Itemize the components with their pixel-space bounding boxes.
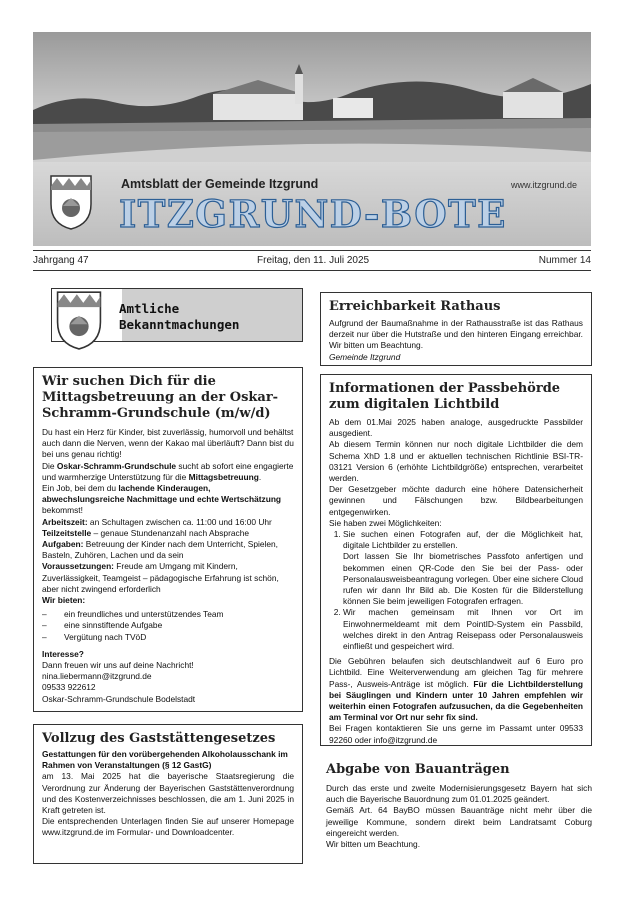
job-para3: Ein Job, bei dem du lachende Kinderaugen, abwechslungsreiche Nachmittage und echte Wertschätzung bekommst! [42, 483, 282, 516]
rathaus-title: Erreichbarkeit Rathaus [329, 299, 501, 314]
pass-para5: Die Gebühren belaufen sich deutschlandweit auf 6 Euro pro Lichtbild. Eine Weiterverwendung am gleichen Tag für mehrere Pass-, Ausweis-Anträge ist möglich. Für die Lichtbilderstellung bei Säuglingen und Kindern unter 10 Jahren empfehlen wir weiterhin einen Fotografen aufzusuchen, da die Gegebenheiten am Terminal vor Ort nur sehr fix sind. [329, 656, 583, 723]
job-phone: 09533 922612 [42, 682, 96, 693]
job-school: Oskar-Schramm-Grundschule Bodelstadt [42, 693, 196, 704]
pass-options [329, 529, 583, 652]
list-item: 1. Sie suchen einen Fotografen auf, der die Möglichkeit hat, digitale Lichtbilder zu erstellen. Dort lassen Sie Ihr biometrisches Passfoto anfertigen und bekommen einen QR-Code den Sie bei der Pass- oder Personalausweisbeantragung vorlegen. Über eine sichere Cloud rufen wir dann Ihr Bild ab. Die Kosten für die Bilderstellung können Sie beim jeweiligen Fotografen erfragen. [343, 529, 583, 607]
job-title: Wir suchen Dich für die Mittagsbetreuung an der Oskar-Schramm-Grundschule (m/w/d) [42, 374, 279, 421]
job-teilzeit: Teilzeitstelle – genaue Stundenanzahl nach Absprache [42, 527, 250, 538]
passbehoerde-box [320, 374, 592, 746]
job-email[interactable]: nina.liebermann@itzgrund.de [42, 671, 152, 682]
vollzug-subtitle: Gestattungen für den vorübergehenden Alkoholausschank im Rahmen von Veranstaltungen (§ 12 GastG) [42, 749, 288, 771]
masthead [33, 32, 591, 246]
rathaus-box [320, 292, 592, 366]
list-item: 2. Wir machen gemeinsam mit Ihnen vor Ort im Einwohnermeldeamt mit dem PointID-System ein Passbild, welches direkt in den Antrag Reisepass oder Personalausweis einfließt und gespeichert wird. [343, 607, 583, 652]
bau-para1: Durch das erste und zweite Modernisierungsgesetz Bayern hat sich auch die Bayerische Bauordnung zum 01.01.2025 geändert. [326, 783, 592, 805]
job-contact-line: Dann freuen wir uns auf deine Nachricht! [42, 660, 194, 671]
job-voraussetzungen: Voraussetzungen: Freude am Umgang mit Kindern, Zuverlässigkeit, Teamgeist – pädagogische Erfahrung ist schön, aber nicht zwingend erforderlich [42, 561, 279, 594]
amtliche-line2: Bekanntmachungen [119, 317, 240, 332]
job-arbeitszeit: Arbeitszeit: an Schultagen zwischen ca. 11:00 und 16:00 Uhr [42, 516, 272, 527]
bau-para2: Gemäß Art. 64 BayBO müssen Bauanträge nicht mehr über die jeweilige Kommune, sondern direkt beim Landratsamt Coburg eingereicht werden. [326, 805, 592, 838]
village-photo [33, 32, 591, 167]
pass-title: Informationen der Passbehörde zum digitalen Lichtbild [329, 381, 561, 412]
bau-section [326, 762, 592, 850]
job-interesse-label: Interesse? [42, 648, 84, 659]
list-item: – Vergütung nach TVöD [42, 632, 294, 643]
vollzug-text [42, 749, 294, 839]
pass-text [329, 417, 583, 746]
coat-of-arms-icon [49, 174, 93, 230]
job-intro: Du hast ein Herz für Kinder, bist zuverlässig, humorvoll und behältst auch dann die Nerven, wenn der Kakao mal überläuft? Dann bist du bei uns genau richtig! [42, 427, 294, 460]
job-aufgaben: Aufgaben: Betreuung der Kinder nach dem Unterricht, Spielen, Basteln, Zuhören, Lachen und da sein [42, 539, 279, 561]
rathaus-sign: Gemeinde Itzgrund [329, 351, 401, 362]
list-item: – ein freundliches und unterstützendes Team [42, 609, 294, 620]
vollzug-title: Vollzug des Gaststättengesetzes [42, 731, 276, 746]
job-para2: Die Oskar-Schramm-Grundschule sucht ab sofort eine engagierte und warmherzige Unterstützung für die Mittagsbetreuung. [42, 460, 294, 482]
issue-number: Nummer 14 [538, 255, 591, 266]
pass-para4: Sie haben zwei Möglichkeiten: [329, 517, 442, 528]
bau-para3: Wir bitten um Beachtung. [326, 839, 421, 850]
jahrgang: Jahrgang 47 [33, 255, 89, 266]
rule-top [33, 250, 591, 251]
vollzug-box [33, 724, 303, 864]
rule-bottom [33, 270, 591, 271]
pass-para1: Ab dem 01.Mai 2025 haben analoge, ausgedruckte Passbilder ausgedient. [329, 417, 583, 439]
pass-para2: Ab diesem Termin können nur noch digitale Lichtbilder die dem Schema XhD 1.8 und er aktuellen technischen Richtlinie BSI-TR-03121 Version 6 (erhöhte Lichtbildgröße) entsprechen, verarbeitet werden. [329, 439, 583, 484]
rathaus-para: Aufgrund der Baumaßnahme in der Rathausstraße ist das Rathaus derzeit nur über die Hutstraße und den hinteren Eingang erreichbar. Wir bitten um Beachtung. [329, 318, 583, 351]
bau-text [326, 783, 592, 850]
pass-para6: Bei Fragen kontaktieren Sie uns gerne im Passamt unter 09533 92260 oder info@itzgrund.de [329, 723, 583, 745]
amtsblatt-label: Amtsblatt der Gemeinde Itzgrund [121, 177, 319, 191]
pass-para3: Der Gesetzgeber möchte dadurch eine höhere Datensicherheit gewinnen und Fälschungen bzw. Bildbearbeitungen entgegenwirken. [329, 484, 583, 517]
bau-title: Abgabe von Bauanträgen [326, 762, 510, 777]
newspaper-title: ITZGRUND-BOTE [119, 192, 507, 236]
issue-date: Freitag, den 11. Juli 2025 [257, 255, 370, 266]
amtliche-block [33, 288, 303, 352]
amtliche-title [119, 301, 239, 333]
list-item: – eine sinnstiftende Aufgabe [42, 620, 294, 631]
job-bieten-list [42, 609, 294, 643]
job-text [42, 427, 294, 705]
website-label[interactable]: www.itzgrund.de [510, 180, 577, 190]
amtliche-line1: Amtliche [119, 301, 180, 316]
vollzug-para2: Die entsprechenden Unterlagen finden Sie auf unserer Homepage www.itzgrund.de im Formular- und Downloadcenter. [42, 816, 294, 838]
job-bieten-label: Wir bieten: [42, 595, 86, 606]
rathaus-text [329, 318, 583, 363]
job-ad-box [33, 367, 303, 712]
coat-of-arms-icon [55, 290, 103, 350]
vollzug-para1: am 13. Mai 2025 hat die bayerische Staatsregierung die Verordnung zur Änderung der Bayerischen Gaststättenverordnung und des Kostenverzeichnisses beschlossen, die am 1. Juni 2025 in Kraft getreten ist. [42, 771, 294, 816]
